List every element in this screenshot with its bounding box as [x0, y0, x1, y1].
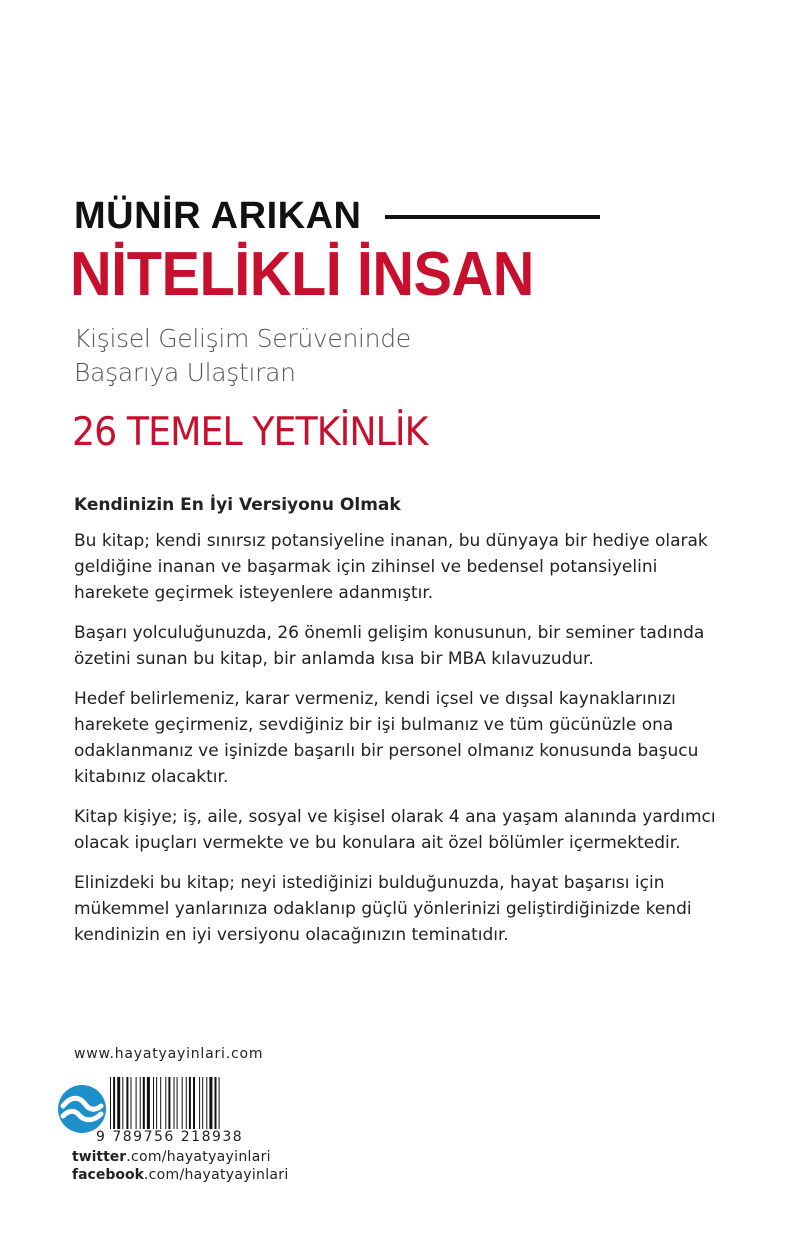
isbn-number: 9 789756 218938 — [96, 1129, 244, 1145]
subtitle-line: Kişisel Gelişim Serüveninde — [74, 324, 411, 353]
publisher-website[interactable]: www.hayatyayinlari.com — [74, 1046, 264, 1062]
blurb-paragraph: Başarı yolculuğunuzda, 26 önemli gelişim konusunun, bir seminer tadında özetini sunan bu kitap, bir anlamda kısa bir MBA kılavuzudur. — [74, 623, 705, 669]
publisher-logo-icon — [57, 1084, 107, 1134]
twitter-brand: twitter — [72, 1149, 127, 1165]
isbn-barcode — [108, 1077, 246, 1129]
blurb-paragraph: Elinizdeki bu kitap; neyi istediğinizi bulduğunuzda, hayat başarısı için mükemmel yanlarınıza odaklanıp güçlü yönlerinizi geliştirdiğinizde kendi kendinizin en iyi versiyonu olacağınızın teminatıdır. — [74, 873, 692, 945]
competency-title: 26 TEMEL YETKİNLİK — [72, 410, 428, 455]
book-title: NİTELİKLİ İNSAN — [70, 240, 534, 309]
twitter-link[interactable] — [72, 1149, 271, 1165]
title-rule — [385, 215, 600, 219]
facebook-path: .com/hayatyayinlari — [143, 1167, 289, 1183]
blurb-paragraph: Hedef belirlemeniz, karar vermeniz, kendi içsel ve dışsal kaynaklarınızı harekete geçirmeniz, sevdiğiniz bir işi bulmanız ve tüm gücünüzle ona odaklanmanız ve işinizde başarılı bir personel olmanız konusunda başucu kitabınız olacaktır. — [74, 689, 699, 787]
blurb-paragraph: Bu kitap; kendi sınırsız potansiyeline inanan, bu dünyaya bir hediye olarak geldiğine inanan ve başarmak için zihinsel ve bedensel potansiyelini harekete geçirmek isteyenlere adanmıştır. — [74, 531, 708, 603]
facebook-brand: facebook — [72, 1167, 144, 1183]
book-subtitle — [74, 322, 411, 390]
blurb-paragraph: Kitap kişiye; iş, aile, sosyal ve kişisel olarak 4 ana yaşam alanında yardımcı olacak ipuçları vermekte ve bu konulara ait özel bölümler içermektedir. — [74, 807, 716, 853]
subtitle-line: Başarıya Ulaştıran — [74, 358, 296, 387]
blurb-heading: Kendinizin En İyi Versiyonu Olmak — [74, 495, 401, 515]
author-name: MÜNİR ARIKAN — [74, 195, 362, 237]
twitter-path: .com/hayatyayinlari — [126, 1149, 271, 1165]
back-cover-blurb — [74, 492, 734, 962]
facebook-link[interactable] — [72, 1167, 289, 1183]
